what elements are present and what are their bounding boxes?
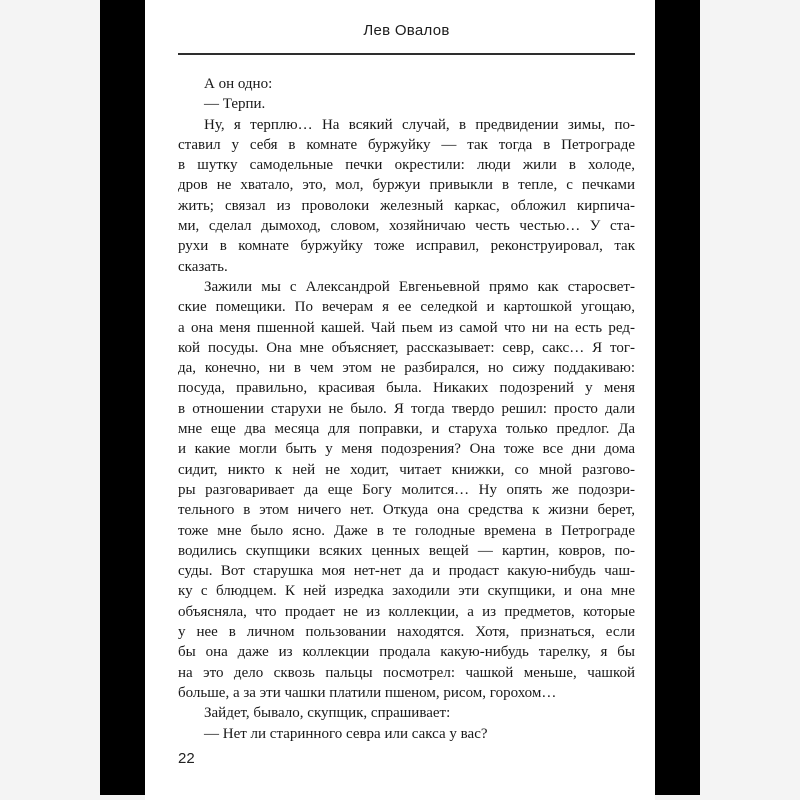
text-line: а она меня пшенной кашей. Чай пьем из самой что ни на есть ред- [178, 319, 635, 336]
scan-edge-right [655, 0, 700, 795]
text-line: ставил у себя в комнате буржуйку — так тогда в Петрограде [178, 136, 635, 153]
text-line: рухи в комнате буржуйку тоже исправил, реконструировал, так [178, 238, 635, 255]
text-line: тельного в этом ничего нет. Откуда она средства к жизни берет, [178, 502, 635, 519]
text-line: жить; связал из проволоки железный каркас, обложил кирпича- [178, 197, 635, 214]
header-rule [178, 53, 635, 55]
text-line: водились скупщики всяких ценных вещей — картин, ковров, по- [178, 542, 635, 559]
text-line: больше, а за эти чашки платили пшеном, рисом, горохом… [178, 684, 557, 701]
text-line: сказать. [178, 258, 228, 275]
text-line: мне еще два месяца для поправки, и старуха только предлог. Да [178, 421, 635, 438]
text-line: дров не хватало, это, мол, буржуи привыкли в тепле, с печками [178, 177, 635, 194]
book-page [145, 0, 655, 800]
text-line: и какие могли быть у меня подозрения? Она тоже все дни дома [178, 441, 635, 458]
text-line: — Терпи. [204, 96, 266, 113]
text-line: суды. Вот старушка моя нет-нет да и продаст какую-нибудь чаш- [178, 563, 635, 580]
scan-edge-left [100, 0, 145, 795]
text-line: ку с блюдцем. К ней изредка заходили эти скупщики, и она мне [178, 583, 635, 600]
text-line: А он одно: [204, 76, 273, 92]
text-line: в отношении старухи не было. Я тогда твердо решил: просто дали [178, 400, 635, 417]
text-line: на это дело сквозь пальцы посмотрел: чашкой меньше, чашкой [178, 664, 635, 681]
page-number: 22 [178, 750, 195, 767]
text-line: бы она даже из коллекции продала какую-нибудь тарелку, я бы [178, 644, 635, 661]
text-line: ские помещики. По вечерам я ее селедкой и картошкой угощаю, [178, 299, 635, 316]
text-line: — Нет ли старинного севра или сакса у вас? [204, 725, 488, 742]
text-line: тоже мне было ясно. Даже в те голодные времена в Петрограде [178, 522, 635, 539]
text-line: объясняла, что продает не из коллекции, а из предметов, которые [178, 603, 635, 620]
text-line: сидит, никто к ней не ходит, читает книжки, со мной разгово- [178, 461, 635, 478]
text-line: посуда, правильно, красивая была. Никаких подозрений у меня [178, 380, 635, 397]
running-header-author: Лев Овалов [363, 22, 450, 39]
text-line: ры разговаривает да еще Богу молится… Ну опять же подозри- [178, 481, 635, 498]
text-line: Зажили мы с Александрой Евгеньевной прямо как старосвет- [204, 278, 635, 295]
text-line: Зайдет, бывало, скупщик, спрашивает: [204, 705, 451, 722]
text-line: да, конечно, ни в чем этом не разбирался, но сижу поддакиваю: [178, 360, 635, 377]
text-line: в шутку самодельные печки окрестили: люди жили в холоде, [178, 157, 635, 174]
text-line: ми, сделал дымоход, словом, хозяйничаю честь честью… У ста- [178, 218, 635, 235]
body-text [178, 74, 635, 744]
text-line: кой посуды. Она мне объясняет, рассказывает: севр, сакс… Я тог- [178, 339, 635, 356]
text-line: у нее в личном пользовании находятся. Хотя, признаться, если [178, 624, 635, 641]
text-line: Ну, я терплю… На всякий случай, в предвидении зимы, по- [204, 116, 635, 133]
